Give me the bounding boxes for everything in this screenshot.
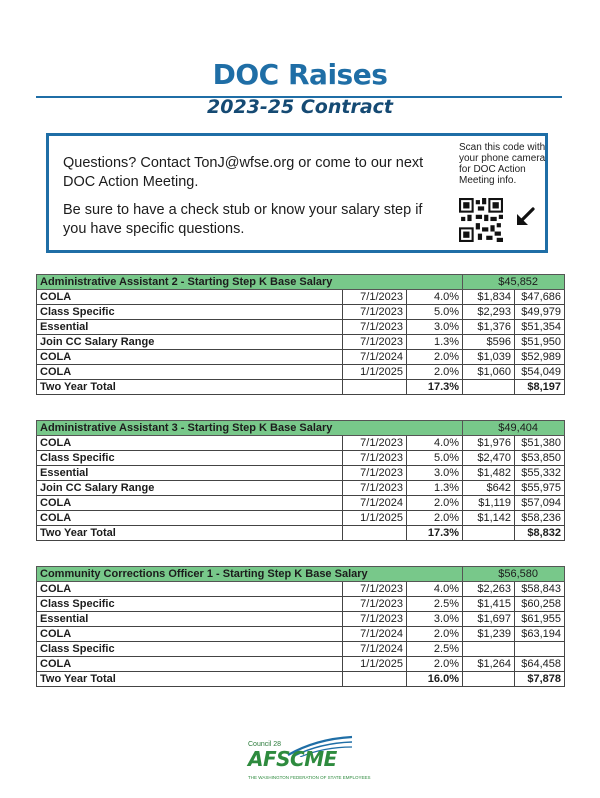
row-date: 7/1/2024 xyxy=(343,496,407,511)
row-date: 7/1/2024 xyxy=(343,350,407,365)
page-subtitle: 2023-25 Contract xyxy=(207,96,393,118)
qr-code-icon[interactable] xyxy=(459,198,503,242)
row-percent: 2.5% xyxy=(407,597,463,612)
total-row xyxy=(37,672,565,687)
row-date: 7/1/2023 xyxy=(343,305,407,320)
total-empty xyxy=(463,526,515,541)
row-salary: $51,950 xyxy=(515,335,565,350)
row-percent: 2.0% xyxy=(407,496,463,511)
row-percent: 2.5% xyxy=(407,642,463,657)
row-amount: $1,697 xyxy=(463,612,515,627)
row-salary: $49,979 xyxy=(515,305,565,320)
row-label: COLA xyxy=(37,582,343,597)
row-amount: $2,263 xyxy=(463,582,515,597)
row-amount: $1,834 xyxy=(463,290,515,305)
total-percent: 17.3% xyxy=(407,526,463,541)
total-percent: 17.3% xyxy=(407,380,463,395)
info-text xyxy=(63,154,443,248)
row-date: 7/1/2023 xyxy=(343,436,407,451)
row-amount: $2,293 xyxy=(463,305,515,320)
table-title: Administrative Assistant 3 - Starting Step K Base Salary xyxy=(37,421,463,436)
row-label: COLA xyxy=(37,657,343,672)
reminder-text: Be sure to have a check stub or know your salary step if you have specific questions. xyxy=(63,202,423,237)
row-date: 7/1/2023 xyxy=(343,612,407,627)
row-date: 1/1/2025 xyxy=(343,365,407,380)
row-label: COLA xyxy=(37,290,343,305)
row-amount: $1,264 xyxy=(463,657,515,672)
total-salary: $8,197 xyxy=(515,380,565,395)
row-salary: $63,194 xyxy=(515,627,565,642)
total-salary: $8,832 xyxy=(515,526,565,541)
row-label: Join CC Salary Range xyxy=(37,481,343,496)
total-empty xyxy=(463,380,515,395)
total-percent: 16.0% xyxy=(407,672,463,687)
row-amount: $596 xyxy=(463,335,515,350)
row-label: Class Specific xyxy=(37,642,343,657)
total-row xyxy=(37,380,565,395)
row-salary: $51,380 xyxy=(515,436,565,451)
arrow-down-left-icon xyxy=(511,204,539,232)
row-percent: 5.0% xyxy=(407,451,463,466)
row-label: COLA xyxy=(37,627,343,642)
table-row xyxy=(37,627,565,642)
table-row xyxy=(37,582,565,597)
row-amount: $1,239 xyxy=(463,627,515,642)
row-amount: $1,060 xyxy=(463,365,515,380)
row-date: 7/1/2023 xyxy=(343,597,407,612)
row-salary: $58,236 xyxy=(515,511,565,526)
row-percent: 2.0% xyxy=(407,511,463,526)
logo-wordmark: AFSCME xyxy=(248,747,337,771)
table-row xyxy=(37,350,565,365)
row-label: Join CC Salary Range xyxy=(37,335,343,350)
table-row xyxy=(37,305,565,320)
logo-council: Council 28 xyxy=(248,741,282,748)
contact-text: Questions? Contact TonJ@wfse.org or come to our next DOC Action Meeting. xyxy=(63,155,424,190)
row-date: 7/1/2023 xyxy=(343,335,407,350)
table-row xyxy=(37,436,565,451)
row-date: 7/1/2023 xyxy=(343,451,407,466)
row-amount: $1,976 xyxy=(463,436,515,451)
row-label: COLA xyxy=(37,511,343,526)
total-label: Two Year Total xyxy=(37,526,343,541)
table-row xyxy=(37,365,565,380)
row-percent: 2.0% xyxy=(407,657,463,672)
row-label: Essential xyxy=(37,320,343,335)
table-row xyxy=(37,612,565,627)
row-salary: $53,850 xyxy=(515,451,565,466)
row-date: 7/1/2023 xyxy=(343,320,407,335)
row-amount: $2,470 xyxy=(463,451,515,466)
base-salary: $45,852 xyxy=(463,275,565,290)
row-label: Essential xyxy=(37,612,343,627)
table-row xyxy=(37,496,565,511)
scan-instructions: Scan this code with your phone camera for DOC Action Meeting info. xyxy=(459,142,546,186)
row-date: 7/1/2023 xyxy=(343,466,407,481)
table-row xyxy=(37,597,565,612)
total-empty xyxy=(463,672,515,687)
table-row xyxy=(37,335,565,350)
total-empty xyxy=(343,526,407,541)
row-date: 7/1/2024 xyxy=(343,642,407,657)
row-percent: 3.0% xyxy=(407,612,463,627)
table-row xyxy=(37,511,565,526)
row-amount: $1,376 xyxy=(463,320,515,335)
row-date: 1/1/2025 xyxy=(343,657,407,672)
row-percent: 3.0% xyxy=(407,320,463,335)
table-row xyxy=(37,657,565,672)
row-date: 7/1/2023 xyxy=(343,481,407,496)
row-label: COLA xyxy=(37,436,343,451)
row-salary: $58,843 xyxy=(515,582,565,597)
total-row xyxy=(37,526,565,541)
row-label: COLA xyxy=(37,350,343,365)
table-header-row xyxy=(37,275,565,290)
row-percent: 1.3% xyxy=(407,335,463,350)
row-label: Class Specific xyxy=(37,305,343,320)
row-amount: $1,142 xyxy=(463,511,515,526)
row-label: Essential xyxy=(37,466,343,481)
row-percent: 5.0% xyxy=(407,305,463,320)
row-date: 1/1/2025 xyxy=(343,511,407,526)
row-percent: 4.0% xyxy=(407,290,463,305)
row-salary: $61,955 xyxy=(515,612,565,627)
row-date: 7/1/2024 xyxy=(343,627,407,642)
row-amount: $1,482 xyxy=(463,466,515,481)
total-salary: $7,878 xyxy=(515,672,565,687)
row-salary: $57,094 xyxy=(515,496,565,511)
row-amount: $1,039 xyxy=(463,350,515,365)
base-salary: $56,580 xyxy=(463,567,565,582)
row-label: Class Specific xyxy=(37,597,343,612)
row-amount: $1,415 xyxy=(463,597,515,612)
info-box xyxy=(46,133,548,253)
row-percent: 2.0% xyxy=(407,350,463,365)
row-salary: $55,332 xyxy=(515,466,565,481)
total-label: Two Year Total xyxy=(37,380,343,395)
salary-table-admin-assistant-2 xyxy=(36,274,565,395)
table-row xyxy=(37,451,565,466)
salary-table-community-corrections-officer-1 xyxy=(36,566,565,687)
row-amount: $642 xyxy=(463,481,515,496)
table-title: Community Corrections Officer 1 - Starting Step K Base Salary xyxy=(37,567,463,582)
row-salary: $51,354 xyxy=(515,320,565,335)
row-label: Class Specific xyxy=(37,451,343,466)
row-label: COLA xyxy=(37,496,343,511)
row-date: 7/1/2023 xyxy=(343,290,407,305)
row-percent: 4.0% xyxy=(407,436,463,451)
page-title: DOC Raises xyxy=(212,58,388,91)
table-row xyxy=(37,290,565,305)
total-label: Two Year Total xyxy=(37,672,343,687)
total-empty xyxy=(343,380,407,395)
row-label: COLA xyxy=(37,365,343,380)
table-row xyxy=(37,320,565,335)
row-percent: 1.3% xyxy=(407,481,463,496)
total-empty xyxy=(343,672,407,687)
row-date: 7/1/2023 xyxy=(343,582,407,597)
table-header-row xyxy=(37,567,565,582)
row-percent: 2.0% xyxy=(407,627,463,642)
table-row xyxy=(37,642,565,657)
row-percent: 4.0% xyxy=(407,582,463,597)
row-amount xyxy=(463,642,515,657)
base-salary: $49,404 xyxy=(463,421,565,436)
logo-tagline: THE WASHINGTON FEDERATION OF STATE EMPLOYEES xyxy=(248,775,371,780)
row-percent: 2.0% xyxy=(407,365,463,380)
row-salary: $52,989 xyxy=(515,350,565,365)
afscme-logo xyxy=(248,735,371,785)
table-row xyxy=(37,481,565,496)
row-percent: 3.0% xyxy=(407,466,463,481)
row-salary xyxy=(515,642,565,657)
table-title: Administrative Assistant 2 - Starting Step K Base Salary xyxy=(37,275,463,290)
row-salary: $60,258 xyxy=(515,597,565,612)
row-amount: $1,119 xyxy=(463,496,515,511)
salary-table-admin-assistant-3 xyxy=(36,420,565,541)
row-salary: $47,686 xyxy=(515,290,565,305)
table-row xyxy=(37,466,565,481)
row-salary: $54,049 xyxy=(515,365,565,380)
table-header-row xyxy=(37,421,565,436)
row-salary: $55,975 xyxy=(515,481,565,496)
row-salary: $64,458 xyxy=(515,657,565,672)
